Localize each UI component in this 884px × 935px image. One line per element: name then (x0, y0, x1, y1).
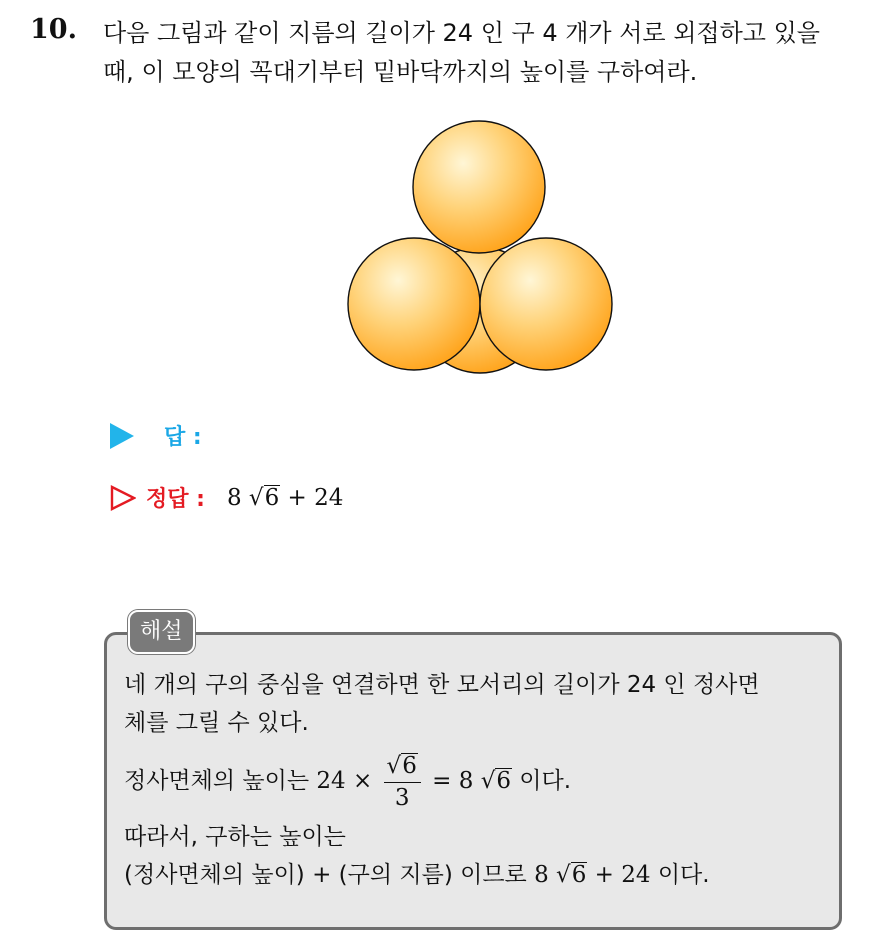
fraction-numerator: √6 (384, 750, 421, 783)
filled-triangle-icon (110, 423, 134, 449)
answer-key-value (227, 485, 343, 511)
explanation-l3-factor: 24 × (316, 768, 373, 794)
explanation-line-2: 체를 그릴 수 있다. (124, 710, 309, 736)
answer-radicand: 6 (264, 484, 280, 511)
explanation-l5-sqrt: √6 (556, 862, 587, 888)
spheres-illustration (340, 120, 620, 380)
question-line-2: 때, 이 모양의 꼭대기부터 밑바닥까지의 높이를 구하여라. (103, 58, 698, 86)
explanation-l5-coef: 8 (534, 862, 549, 888)
explanation-line-1: 네 개의 구의 중심을 연결하면 한 모서리의 길이가 24 인 정사면 (124, 672, 760, 698)
sphere-top (413, 121, 545, 253)
explanation-l5-rest: + 24 (594, 862, 651, 888)
question-number: 10. (30, 14, 77, 45)
explanation-tag: 해설 (128, 610, 195, 654)
question-text (103, 14, 873, 92)
explanation-line-4: 따라서, 구하는 높이는 (124, 824, 346, 850)
fraction-radicand: 6 (402, 753, 417, 779)
explanation-l3-fraction (384, 750, 421, 813)
explanation-l5-text: (정사면체의 높이) + (구의 지름) 이므로 (124, 862, 527, 888)
explanation-body (124, 666, 829, 894)
sphere-right (480, 238, 612, 370)
fraction-denominator: 3 (394, 785, 410, 811)
explanation-l3-sqrt: √6 (480, 768, 511, 794)
question-line-1: 다음 그림과 같이 지름의 길이가 24 인 구 4 개가 서로 외접하고 있을 (103, 19, 820, 47)
answer-coef: 8 (226, 484, 242, 511)
explanation-l5-radicand: 6 (571, 862, 587, 888)
spheres-figure (340, 120, 620, 380)
answer-rest: + 24 (287, 484, 344, 511)
answer-key-row (110, 482, 343, 513)
outline-triangle-icon (110, 485, 136, 511)
sphere-left (348, 238, 480, 370)
explanation-line-3 (124, 744, 829, 818)
explanation-l3-eq: = 8 (432, 768, 474, 794)
answer-blank-row (110, 420, 202, 451)
explanation-l3-suffix: 이다. (519, 768, 572, 794)
answer-sqrt: √6 (248, 484, 280, 511)
answer-key-label: 정답 : (146, 487, 205, 512)
explanation-l5-suffix: 이다. (657, 862, 710, 888)
explanation-line-5 (124, 856, 829, 894)
explanation-l3-radicand: 6 (496, 768, 511, 794)
explanation-l3-prefix: 정사면체의 높이는 (124, 768, 310, 794)
answer-blank-label: 답 : (164, 425, 202, 450)
